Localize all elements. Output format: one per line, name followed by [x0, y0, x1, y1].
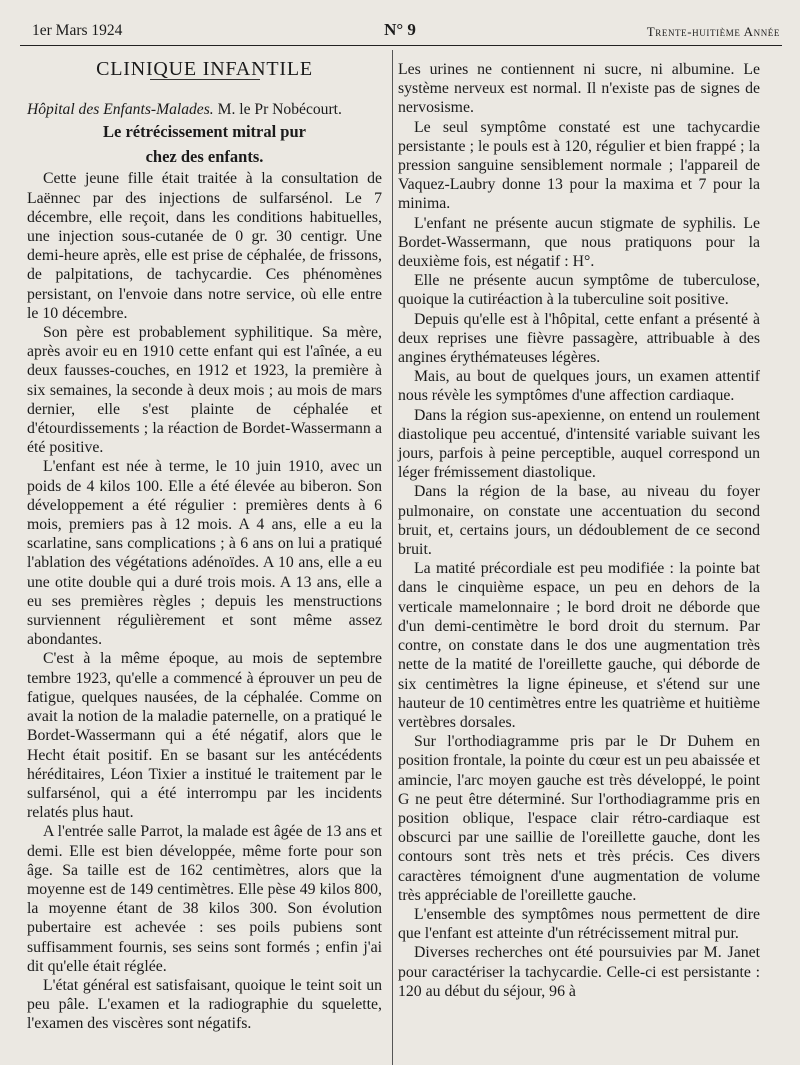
paragraph: Sur l'orthodiagramme pris par le Dr Duhem en position frontale, la pointe du cœur est un peu abaissée et amincie, l'arc moyen gauche est très développé, le point G ne peut être déterminé. Sur l'orthodiagramme pris en position oblique, l'espace clair rétro-cardiaque est obscurci par une saillie de l'oreillette gauche, dont les contours sont très nets et très précis. Ces divers caractères témoignent d'une augmentation de volume très appréciable de l'oreillette gauche. — [398, 733, 760, 904]
paragraph: L'enfant ne présente aucun stigmate de syphilis. Le Bordet-Wassermann, que nous pratiquons pour la deuxième fois, est négatif : H°. — [398, 214, 760, 271]
paragraph: Dans la région sus-apexienne, on entend un roulement diastolique peu accentué, d'intensité variable suivant les jours, parfois à peine perceptible, auquel correspond un léger frémissement diastolique. — [398, 406, 760, 482]
paragraph: Depuis qu'elle est à l'hôpital, cette enfant a présenté à deux reprises une fièvre passagère, attribuable à des angines érythémateuses légères. — [398, 310, 760, 367]
paragraph: Les urines ne contiennent ni sucre, ni albumine. Le système nerveux est normal. Il n'existe pas de signes de nervosisme. — [398, 61, 760, 117]
section-title: CLINIQUE INFANTILE — [96, 58, 313, 80]
issue-number: N° 9 — [384, 20, 416, 39]
publication-year: Trente-huitième Année — [646, 24, 780, 39]
page-header — [20, 18, 780, 42]
paragraph: A l'entrée salle Parrot, la malade est âgée de 13 ans et demi. Elle est bien développée, même forte pour son âge. Sa taille est de 162 centimètres, alors que la moyenne est de 149 centimètres. Elle pèse 49 kilos 800, la moyenne étant de 38 kilos 300. Son évolution pubertaire est achevée : ses poils pubiens sont suffisamment fournis, ses seins sont formés ; enfin j'ai dit qu'elle était réglée. — [27, 823, 382, 975]
paragraph: Mais, au bout de quelques jours, un examen attentif nous révèle les symptômes d'une affection cardiaque. — [398, 368, 760, 405]
article-title-line-1: Le rétrécissement mitral pur — [103, 122, 306, 142]
header-rule — [20, 45, 782, 46]
paragraph: L'état général est satisfaisant, quoique le teint soit un peu pâle. L'examen et la radiographie du squelette, l'examen des viscères sont négatifs. — [27, 976, 382, 1033]
paragraph: Elle ne présente aucun symptôme de tuberculose, quoique la cutiréaction à la tuberculine soit positive. — [398, 272, 760, 309]
issue-date: 1er Mars 1924 — [32, 22, 123, 39]
paragraph: Diverses recherches ont été poursuivies par M. Janet pour caractériser la tachycardie. Celle-ci est persistante : 120 au début du séjour, 96 à — [398, 944, 760, 1000]
left-column — [27, 60, 382, 1034]
author-name: M. le Pr Nobécourt. — [217, 101, 342, 119]
paragraph: L'ensemble des symptômes nous permettent de dire que l'enfant est atteinte d'un rétrécissement mitral pur. — [398, 905, 760, 943]
paragraph: La matité précordiale est peu modifiée : la pointe bat dans le cinquième espace, un peu en dehors de la verticale mamelonnaire ; le bord droit ne déborde que d'un demi-centimètre le bord droit du sternum. Par contre, on constate dans le dos une augmentation très nette de la matité de l'oreillette gauche, qui déborde de six centimètres la ligne épineuse, et s'étend sur une hauteur de 10 centimètres entre les quatrième et huitième vertèbres dorsales. — [398, 560, 760, 731]
paragraph: Le seul symptôme constaté est une tachycardie persistante ; le pouls est à 120, régulier et bien frappé ; la pression sanguine sensiblement normale ; l'appareil de Vaquez-Laubry donne 13 pour la maxima et 7 pour la minima. — [398, 118, 760, 213]
article-title-line-2: chez des enfants. — [145, 147, 264, 167]
paragraph: Dans la région de la base, au niveau du foyer pulmonaire, on constate une accentuation du second bruit, et, certains jours, un dédoublement de ce second bruit. — [398, 483, 760, 559]
right-column — [398, 60, 760, 1001]
paragraph: Son père est probablement syphilitique. Sa mère, après avoir eu en 1910 cette enfant qui est l'aînée, a eu deux fausses-couches, en 1912 et 1923, la première à six semaines, la seconde à deux mois ; au mois de mars dernier, elle s'est plainte de céphalée et d'étourdissements ; la réaction de Bordet-Wassermann a été positive. — [27, 324, 382, 457]
hospital-name: Hôpital des Enfants-Malades. — [27, 101, 214, 119]
article-title — [27, 119, 382, 169]
column-divider — [392, 50, 393, 1065]
hospital-line — [27, 100, 382, 119]
paragraph: C'est à la même époque, au mois de septembre tembre 1923, qu'elle a commencé à éprouver un peu de fatigue, quelques nausées, de la céphalée. Comme on avait la notion de la maladie paternelle, on a pratiqué le Bordet-Wassermann qui a été négatif, alors que le Hecht était positif. En se basant sur les antécédents héréditaires, Léon Tixier a institué le traitement par le sulfarsénol, qui a été interrompu par les incidents relatés plus haut. — [27, 650, 382, 822]
paragraph: Cette jeune fille était traitée à la consultation de Laënnec par des injections de sulfarsénol. Le 7 décembre, elle reçoit, dans les conditions habituelles, une injection sous-cutanée de 0 gr. 30 centigr. Une demi-heure après, elle est prise de céphalée, de frissons, de palpitations, de tachycardie. Ces phénomènes persistant, on l'envoie dans notre service, où elle entre le 10 décembre. — [27, 170, 382, 322]
paragraph: L'enfant est née à terme, le 10 juin 1910, avec un poids de 4 kilos 100. Elle a été élevée au biberon. Son développement a été régulier : premières dents à 6 mois, premiers pas à 12 mois. A 4 ans, elle a eu la scarlatine, sans complications ; à 6 ans on lui a pratiqué l'ablation des végétations adénoïdes. A 10 ans, elle a eu une otite double qui a duré trois mois. A 13 ans, elle a eu ses premières règles ; depuis les menstructions surviennent régulièrement et sont même assez abondantes. — [27, 458, 382, 649]
